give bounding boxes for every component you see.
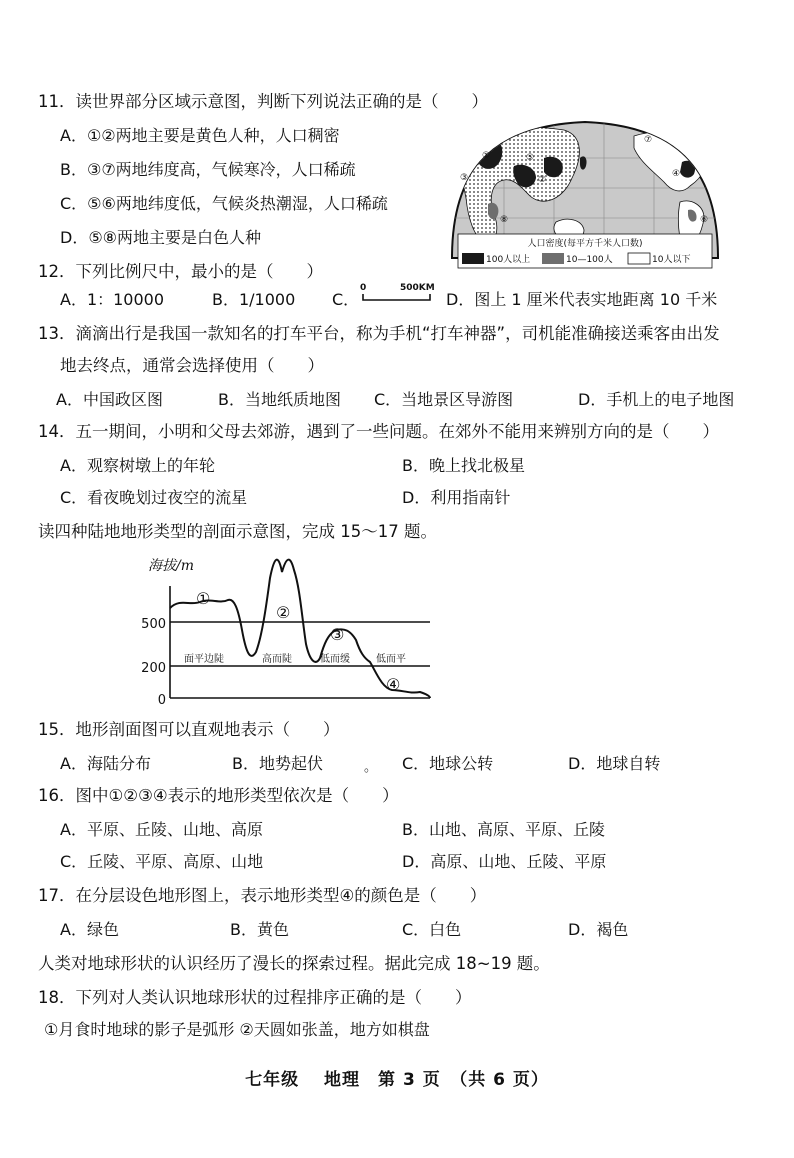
intro-18-19: 人类对地球形状的认识经历了漫长的探索过程。据此完成 18~19 题。 <box>38 954 550 973</box>
legend-item-sparse: 10人以下 <box>652 255 691 265</box>
q16-stem: 16．图中①②③④表示的地形类型依次是（ ） <box>38 786 399 805</box>
q14-option-b: B．晚上找北极星 <box>402 456 525 475</box>
map-label-4: ④ <box>672 169 681 179</box>
q16-option-c: C．丘陵、平原、高原、山地 <box>60 852 264 871</box>
legend-item-medium: 10—100人 <box>566 255 613 265</box>
map-legend-title: 人口密度(每平方千米人口数) <box>527 239 643 249</box>
map-label-6: ⑥ <box>700 215 709 225</box>
q13-stem-line2: 地去终点，通常会选择使用（ ） <box>60 356 324 375</box>
q11-stem: 11．读世界部分区域示意图，判断下列说法正确的是（ ） <box>38 92 488 111</box>
zone-label-4: 低而平 <box>376 654 406 665</box>
q15-option-c: C．地球公转 <box>402 754 494 773</box>
q16-option-a: A．平原、丘陵、山地、高原 <box>60 820 263 839</box>
q14-stem: 14．五一期间，小明和父母去郊游，遇到了一些问题。在郊外不能用来辨别方向的是（ ） <box>38 422 719 441</box>
zone-label-1: 面平边陡 <box>184 654 224 665</box>
q17-stem: 17．在分层设色地形图上，表示地形类型④的颜色是（ ） <box>38 886 487 905</box>
q18-statement-line: ①月食时地球的影子是弧形 ②天圆如张盖，地方如棋盘 <box>44 1020 430 1039</box>
q12-option-d: D．图上 1 厘米代表实地距离 10 千米 <box>446 290 718 309</box>
q15-option-b: B．地势起伏 <box>232 754 323 773</box>
q13-option-b: B．当地纸质地图 <box>218 390 341 409</box>
profile-ytick-500: 500 <box>141 617 166 632</box>
map-label-3: ③ <box>460 173 469 183</box>
q16-option-b: B．山地、高原、平原、丘陵 <box>402 820 605 839</box>
profile-ylabel: 海拔/m <box>148 558 194 574</box>
q13-option-a: A．中国政区图 <box>56 390 163 409</box>
q17-option-b: B．黄色 <box>230 920 289 939</box>
scale-bar-label: 500KM <box>400 283 435 293</box>
q12-option-c: C． <box>332 290 360 309</box>
scale-bar-zero: 0 <box>360 283 367 293</box>
q12-stem: 12．下列比例尺中，最小的是（ ） <box>38 262 323 281</box>
q18-stem: 18．下列对人类认识地球形状的过程排序正确的是（ ） <box>38 988 472 1007</box>
page-footer: 七年级 地理 第 3 页 （共 6 页） <box>245 1070 549 1090</box>
profile-label-1: ① <box>196 589 211 608</box>
q13-option-c: C．当地景区导游图 <box>374 390 514 409</box>
map-label-7: ⑦ <box>644 135 653 145</box>
profile-label-3: ③ <box>330 625 345 644</box>
q15-option-a: A．海陆分布 <box>60 754 151 773</box>
q12-option-b: B．1/1000 <box>212 290 296 309</box>
q15-option-d: D．地球自转 <box>568 754 661 773</box>
legend-item-dense: 100人以上 <box>486 255 531 265</box>
legend-swatch-sparse <box>628 253 650 264</box>
terrain-profile <box>130 548 440 708</box>
q14-option-a: A．观察树墩上的年轮 <box>60 456 215 475</box>
q15-stem: 15．地形剖面图可以直观地表示（ ） <box>38 720 340 739</box>
map-label-2: ② <box>538 175 547 185</box>
intro-15-17: 读四种陆地地形类型的剖面示意图，完成 15～17 题。 <box>38 522 437 541</box>
q16-option-d: D．高原、山地、丘陵、平原 <box>402 852 607 871</box>
profile-ytick-0: 0 <box>157 693 166 708</box>
legend-swatch-medium <box>542 253 564 264</box>
map-label-8: ⑧ <box>500 215 509 225</box>
q11-option-d: D．⑤⑧两地主要是白色人种 <box>60 228 262 247</box>
q14-option-d: D．利用指南针 <box>402 488 511 507</box>
map-label-5: ⑤ <box>526 153 535 163</box>
q13-option-d: D．手机上的电子地图 <box>578 390 735 409</box>
map-label-1: ① <box>482 151 491 161</box>
q17-option-c: C．白色 <box>402 920 462 939</box>
q11-option-b: B．③⑦两地纬度高，气候寒冷，人口稀疏 <box>60 160 356 179</box>
q15-stray-mark: 。 <box>364 760 378 775</box>
profile-ytick-200: 200 <box>141 661 166 676</box>
legend-swatch-dense <box>462 253 484 264</box>
q13-stem-line1: 13．滴滴出行是我国一款知名的打车平台，称为手机“打车神器”，司机能准确接送乘客由出发 <box>38 324 720 343</box>
q14-option-c: C．看夜晚划过夜空的流星 <box>60 488 248 507</box>
q11-option-c: C．⑤⑥两地纬度低，气候炎热潮湿，人口稀疏 <box>60 194 388 213</box>
zone-label-2: 高而陡 <box>262 654 292 665</box>
q17-option-a: A．绿色 <box>60 920 119 939</box>
q17-option-d: D．褐色 <box>568 920 629 939</box>
profile-label-4: ④ <box>386 675 401 694</box>
scale-bar <box>356 280 442 308</box>
profile-label-2: ② <box>276 603 291 622</box>
q12-option-a: A．1：10000 <box>60 290 165 309</box>
world-population-map <box>444 118 726 270</box>
zone-label-3: 低而缓 <box>320 654 350 665</box>
q11-option-a: A．①②两地主要是黄色人种，人口稠密 <box>60 126 340 145</box>
